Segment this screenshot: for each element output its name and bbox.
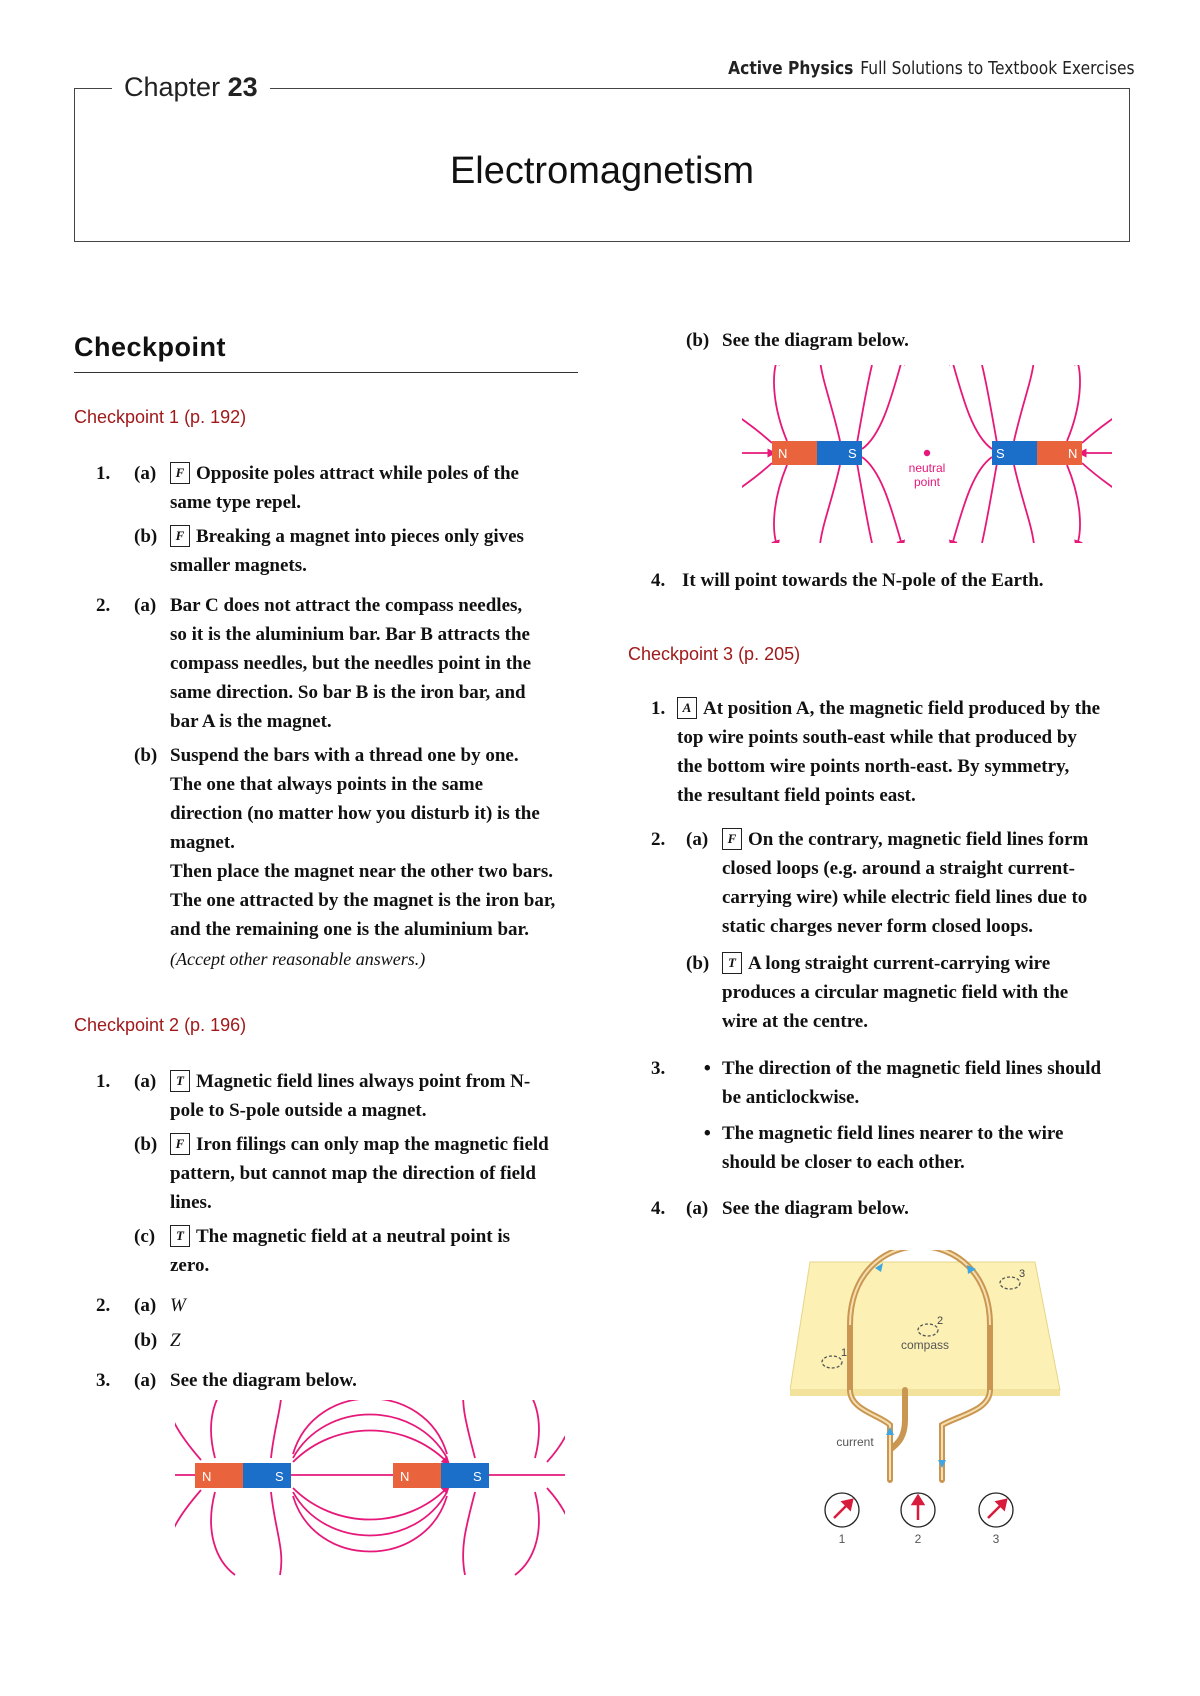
cp2-q2a-label: (a): [134, 1295, 157, 1316]
cp2-q3b-text: See the diagram below.: [722, 330, 909, 351]
magnet2-south: [441, 1463, 489, 1488]
answer-box: T: [170, 1070, 190, 1092]
cp1-q2b-line1: Suspend the bars with a thread one by one.: [170, 745, 519, 766]
answer-box: F: [170, 462, 190, 484]
cp3-q2b-label: (b): [686, 953, 710, 974]
section-rule: [74, 372, 578, 373]
cp3-q4a-text: See the diagram below.: [722, 1198, 909, 1219]
answer-box: T: [722, 952, 742, 974]
cp2-q3-num: 3.: [96, 1370, 111, 1391]
cp3-q2-num: 2.: [651, 829, 666, 850]
label-s2: S: [996, 446, 1005, 461]
label-s2: S: [473, 1469, 482, 1484]
cp1-q2b-label: (b): [134, 745, 158, 766]
cp3-q2a-line2: closed loops (e.g. around a straight current-: [722, 858, 1075, 879]
cp1-q2a-line5: bar A is the magnet.: [170, 711, 332, 732]
cp1-q1-num: 1.: [96, 463, 111, 484]
label-n1: N: [778, 446, 788, 461]
magnet1-south: [243, 1463, 291, 1488]
position-1-label: 1: [841, 1347, 848, 1359]
cp1-q1a-line1: F Opposite poles attract while poles of the: [170, 463, 519, 486]
compass-2-number: 2: [914, 1532, 922, 1546]
cp2-q3b-label: (b): [686, 330, 710, 351]
current-loop-diagram: [790, 1250, 1070, 1550]
current-label: current: [836, 1435, 874, 1449]
cp1-q2b-line5: Then place the magnet near the other two bars.: [170, 861, 553, 882]
cp2-q1c-line2: zero.: [170, 1255, 210, 1276]
cp2-q1c-label: (c): [134, 1226, 156, 1247]
cp2-q1-num: 1.: [96, 1071, 111, 1092]
cp2-q1b-line1: F Iron filings can only map the magnetic field: [170, 1134, 549, 1157]
cp3-q2a-line1: F On the contrary, magnetic field lines form: [722, 829, 1088, 852]
cp2-q2-num: 2.: [96, 1295, 111, 1316]
checkpoint3-title: Checkpoint 3 (p. 205): [628, 644, 801, 664]
bullet-icon: •: [704, 1058, 711, 1079]
cp3-q4a-label: (a): [686, 1198, 709, 1219]
cp3-q2b-line2: produces a circular magnetic field with the: [722, 982, 1069, 1003]
neutral-point-dot: [924, 450, 930, 456]
chapter-label: [112, 72, 270, 103]
cp2-q1a-line2: pole to S-pole outside a magnet.: [170, 1100, 427, 1121]
brand-name: Active Physics: [728, 58, 854, 79]
compass-label: compass: [900, 1338, 950, 1352]
cp3-q2b-line1: T A long straight current-carrying wire: [722, 953, 1050, 976]
bullet-icon: •: [704, 1123, 711, 1144]
cp3-q1-line4: the resultant field points east.: [677, 785, 916, 806]
header-subtitle: Full Solutions to Textbook Exercises: [860, 58, 1135, 79]
chapter-number: 23: [227, 72, 258, 102]
chapter-title: Electromagnetism: [449, 150, 755, 192]
cp1-q1b-line2: smaller magnets.: [170, 555, 307, 576]
cp2-q3a-label: (a): [134, 1370, 157, 1391]
field-diagram-neutral-point: [742, 365, 1112, 543]
cp1-q2b-line7: and the remaining one is the aluminium bar.: [170, 919, 529, 940]
card-surface: [790, 1262, 1060, 1390]
cp1-q2a-line2: so it is the aluminium bar. Bar B attracts the: [170, 624, 530, 645]
cp2-q2b-answer: Z: [170, 1330, 181, 1351]
cp1-q2b-line6: The one attracted by the magnet is the iron bar,: [170, 890, 556, 911]
cp1-q1b-line1: F Breaking a magnet into pieces only gives: [170, 526, 524, 549]
cp3-q1-line1: A At position A, the magnetic field produced by the: [677, 698, 1100, 721]
cp2-q1b-line3: lines.: [170, 1192, 212, 1213]
answer-box: F: [170, 525, 190, 547]
cp3-q3-b1-line2: be anticlockwise.: [722, 1087, 860, 1108]
neutral-label-1: neutral: [908, 461, 946, 475]
cp2-q1a-label: (a): [134, 1071, 157, 1092]
cp3-q1-line3: the bottom wire points north-east. By symmetry,: [677, 756, 1070, 777]
compass-3-number: 3: [992, 1532, 1000, 1546]
position-3-label: 3: [1019, 1268, 1026, 1280]
answer-box: A: [677, 697, 697, 719]
label-s1: S: [848, 446, 857, 461]
cp1-q2b-line2: The one that always points in the same: [170, 774, 483, 795]
neutral-label-2: point: [913, 475, 941, 489]
cp3-q4-num: 4.: [651, 1198, 666, 1219]
compass-1-number: 1: [838, 1532, 846, 1546]
cp2-q1b-line2: pattern, but cannot map the direction of field: [170, 1163, 536, 1184]
cp1-q2a-label: (a): [134, 595, 157, 616]
cp3-q3-num: 3.: [651, 1058, 666, 1079]
cp3-q1-line2: top wire points south-east while that produced by: [677, 727, 1077, 748]
label-s1: S: [275, 1469, 284, 1484]
cp2-q2a-answer: W: [170, 1295, 186, 1316]
card-edge: [790, 1390, 1060, 1396]
label-n1: N: [202, 1469, 212, 1484]
answer-box: F: [722, 828, 742, 850]
cp2-q4-num: 4.: [651, 570, 666, 591]
answer-box: F: [170, 1133, 190, 1155]
cp3-q2a-line3: carrying wire) while electric field lines due to: [722, 887, 1088, 908]
cp2-q3a-text: See the diagram below.: [170, 1370, 357, 1391]
chapter-word: Chapter: [124, 72, 221, 102]
answer-box: T: [170, 1225, 190, 1247]
cp1-q2a-line1: Bar C does not attract the compass needles,: [170, 595, 523, 616]
label-n2: N: [400, 1469, 410, 1484]
cp3-q2b-line3: wire at the centre.: [722, 1011, 868, 1032]
cp3-q3-b2-line2: should be closer to each other.: [722, 1152, 965, 1173]
label-n2: N: [1068, 446, 1078, 461]
cp1-q1a-line2: same type repel.: [170, 492, 302, 513]
cp1-q2b-line3: direction (no matter how you disturb it) is the: [170, 803, 540, 824]
field-diagram-like-poles: [175, 1400, 565, 1600]
cp1-q2b-note: (Accept other reasonable answers.): [170, 949, 426, 969]
cp2-q1c-line1: T The magnetic field at a neutral point is: [170, 1226, 510, 1249]
cp3-q2a-label: (a): [686, 829, 709, 850]
running-header: [729, 58, 1135, 79]
cp1-q1b-label: (b): [134, 526, 158, 547]
cp2-q2b-label: (b): [134, 1330, 158, 1351]
cp1-q2a-line3: compass needles, but the needles point in the: [170, 653, 532, 674]
cp2-q1b-label: (b): [134, 1134, 158, 1155]
cp2-q1a-line1: T Magnetic field lines always point from N-: [170, 1071, 530, 1094]
cp1-q2b-line4: magnet.: [170, 832, 235, 853]
checkpoint1-title: Checkpoint 1 (p. 192): [74, 407, 247, 427]
checkpoint2-title: Checkpoint 2 (p. 196): [74, 1015, 247, 1035]
cp3-q3-b2-line1: The magnetic field lines nearer to the wire: [722, 1123, 1064, 1144]
cp1-q1a-label: (a): [134, 463, 157, 484]
cp1-q2a-line4: same direction. So bar B is the iron bar, and: [170, 682, 526, 703]
cp3-q1-num: 1.: [651, 698, 666, 719]
cp3-q3-b1-line1: The direction of the magnetic field lines should: [722, 1058, 1102, 1079]
cp1-q2-num: 2.: [96, 595, 111, 616]
section-heading: Checkpoint: [74, 332, 227, 362]
cp3-q2a-line4: static charges never form closed loops.: [722, 916, 1033, 937]
cp2-q4-text: It will point towards the N-pole of the Earth.: [682, 570, 1044, 591]
position-2-label: 2: [937, 1315, 944, 1327]
